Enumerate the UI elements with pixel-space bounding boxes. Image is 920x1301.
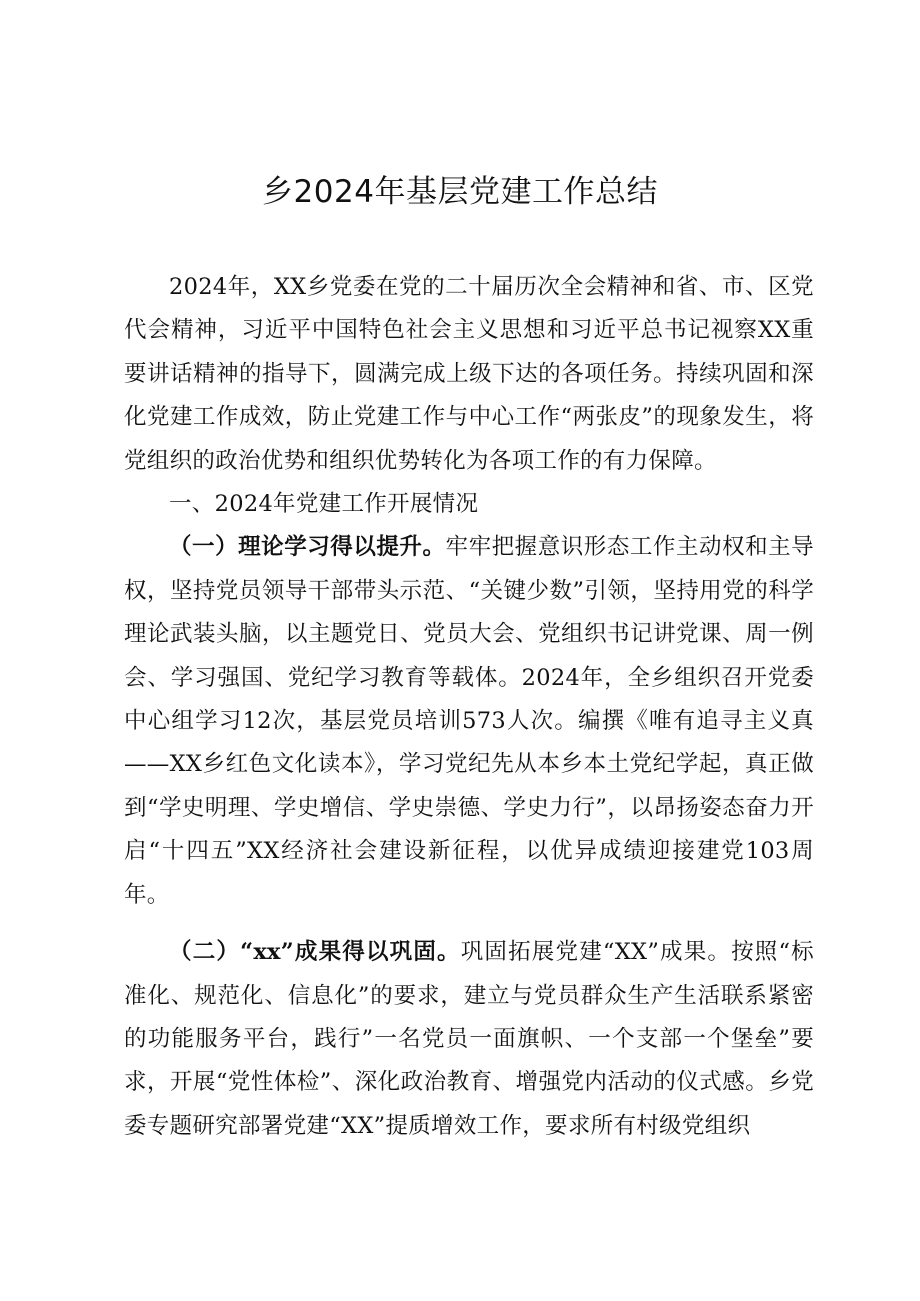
section-heading: 一、2024年党建工作开展情况 bbox=[169, 491, 479, 518]
document-body bbox=[124, 266, 814, 1148]
item-2-text: 巩固拓展党建“XX”成果。按照“标准化、规范化、信息化”的要求，建立与党员群众生产生活联系紧密的功能服务平台，践行”一名党员一面旗帜、一个支部一个堡垒”要求，开展“党性体检”、深化政治教育、增强党内活动的仪式感。乡党委专题研究部署党建“XX”提质增效工作，要求所有村级党组织 bbox=[124, 939, 814, 1139]
item-2-paragraph bbox=[124, 931, 814, 1148]
item-1-paragraph bbox=[124, 526, 814, 917]
intro-paragraph: 2024年，XX乡党委在党的二十届历次全会精神和省、市、区党代会精神，习近平中国特色社会主义思想和习近平总书记视察XX重要讲话精神的指导下，圆满完成上级下达的各项任务。持续巩固和深化党建工作成效，防止党建工作与中心工作“两张皮”的现象发生，将党组织的政治优势和组织优势转化为各项工作的有力保障。 bbox=[124, 274, 814, 474]
document-title: 乡2024年基层党建工作总结 bbox=[262, 174, 658, 210]
item-1-lead: （一）理论学习得以提升。 bbox=[169, 534, 446, 561]
item-2-lead: （二）“xx”成果得以巩固。 bbox=[169, 939, 461, 966]
item-1-text: 牢牢把握意识形态工作主动权和主导权，坚持党员领导干部带头示范、“关键少数”引领，坚持用党的科学理论武装头脑，以主题党日、党员大会、党组织书记讲党课、周一例会、学习强国、党纪学习教育等载体。2024年，全乡组织召开党委中心组学习12次，基层党员培训573人次。编撰《唯有追寻主义真——XX乡红色文化读本》，学习党纪先从本乡本土党纪学起，真正做到“学史明理、学史增信、学史崇德、学史力行”，以昂扬姿态奋力开启“十四五”XX经济社会建设新征程，以优异成绩迎接建党103周年。 bbox=[124, 534, 814, 908]
